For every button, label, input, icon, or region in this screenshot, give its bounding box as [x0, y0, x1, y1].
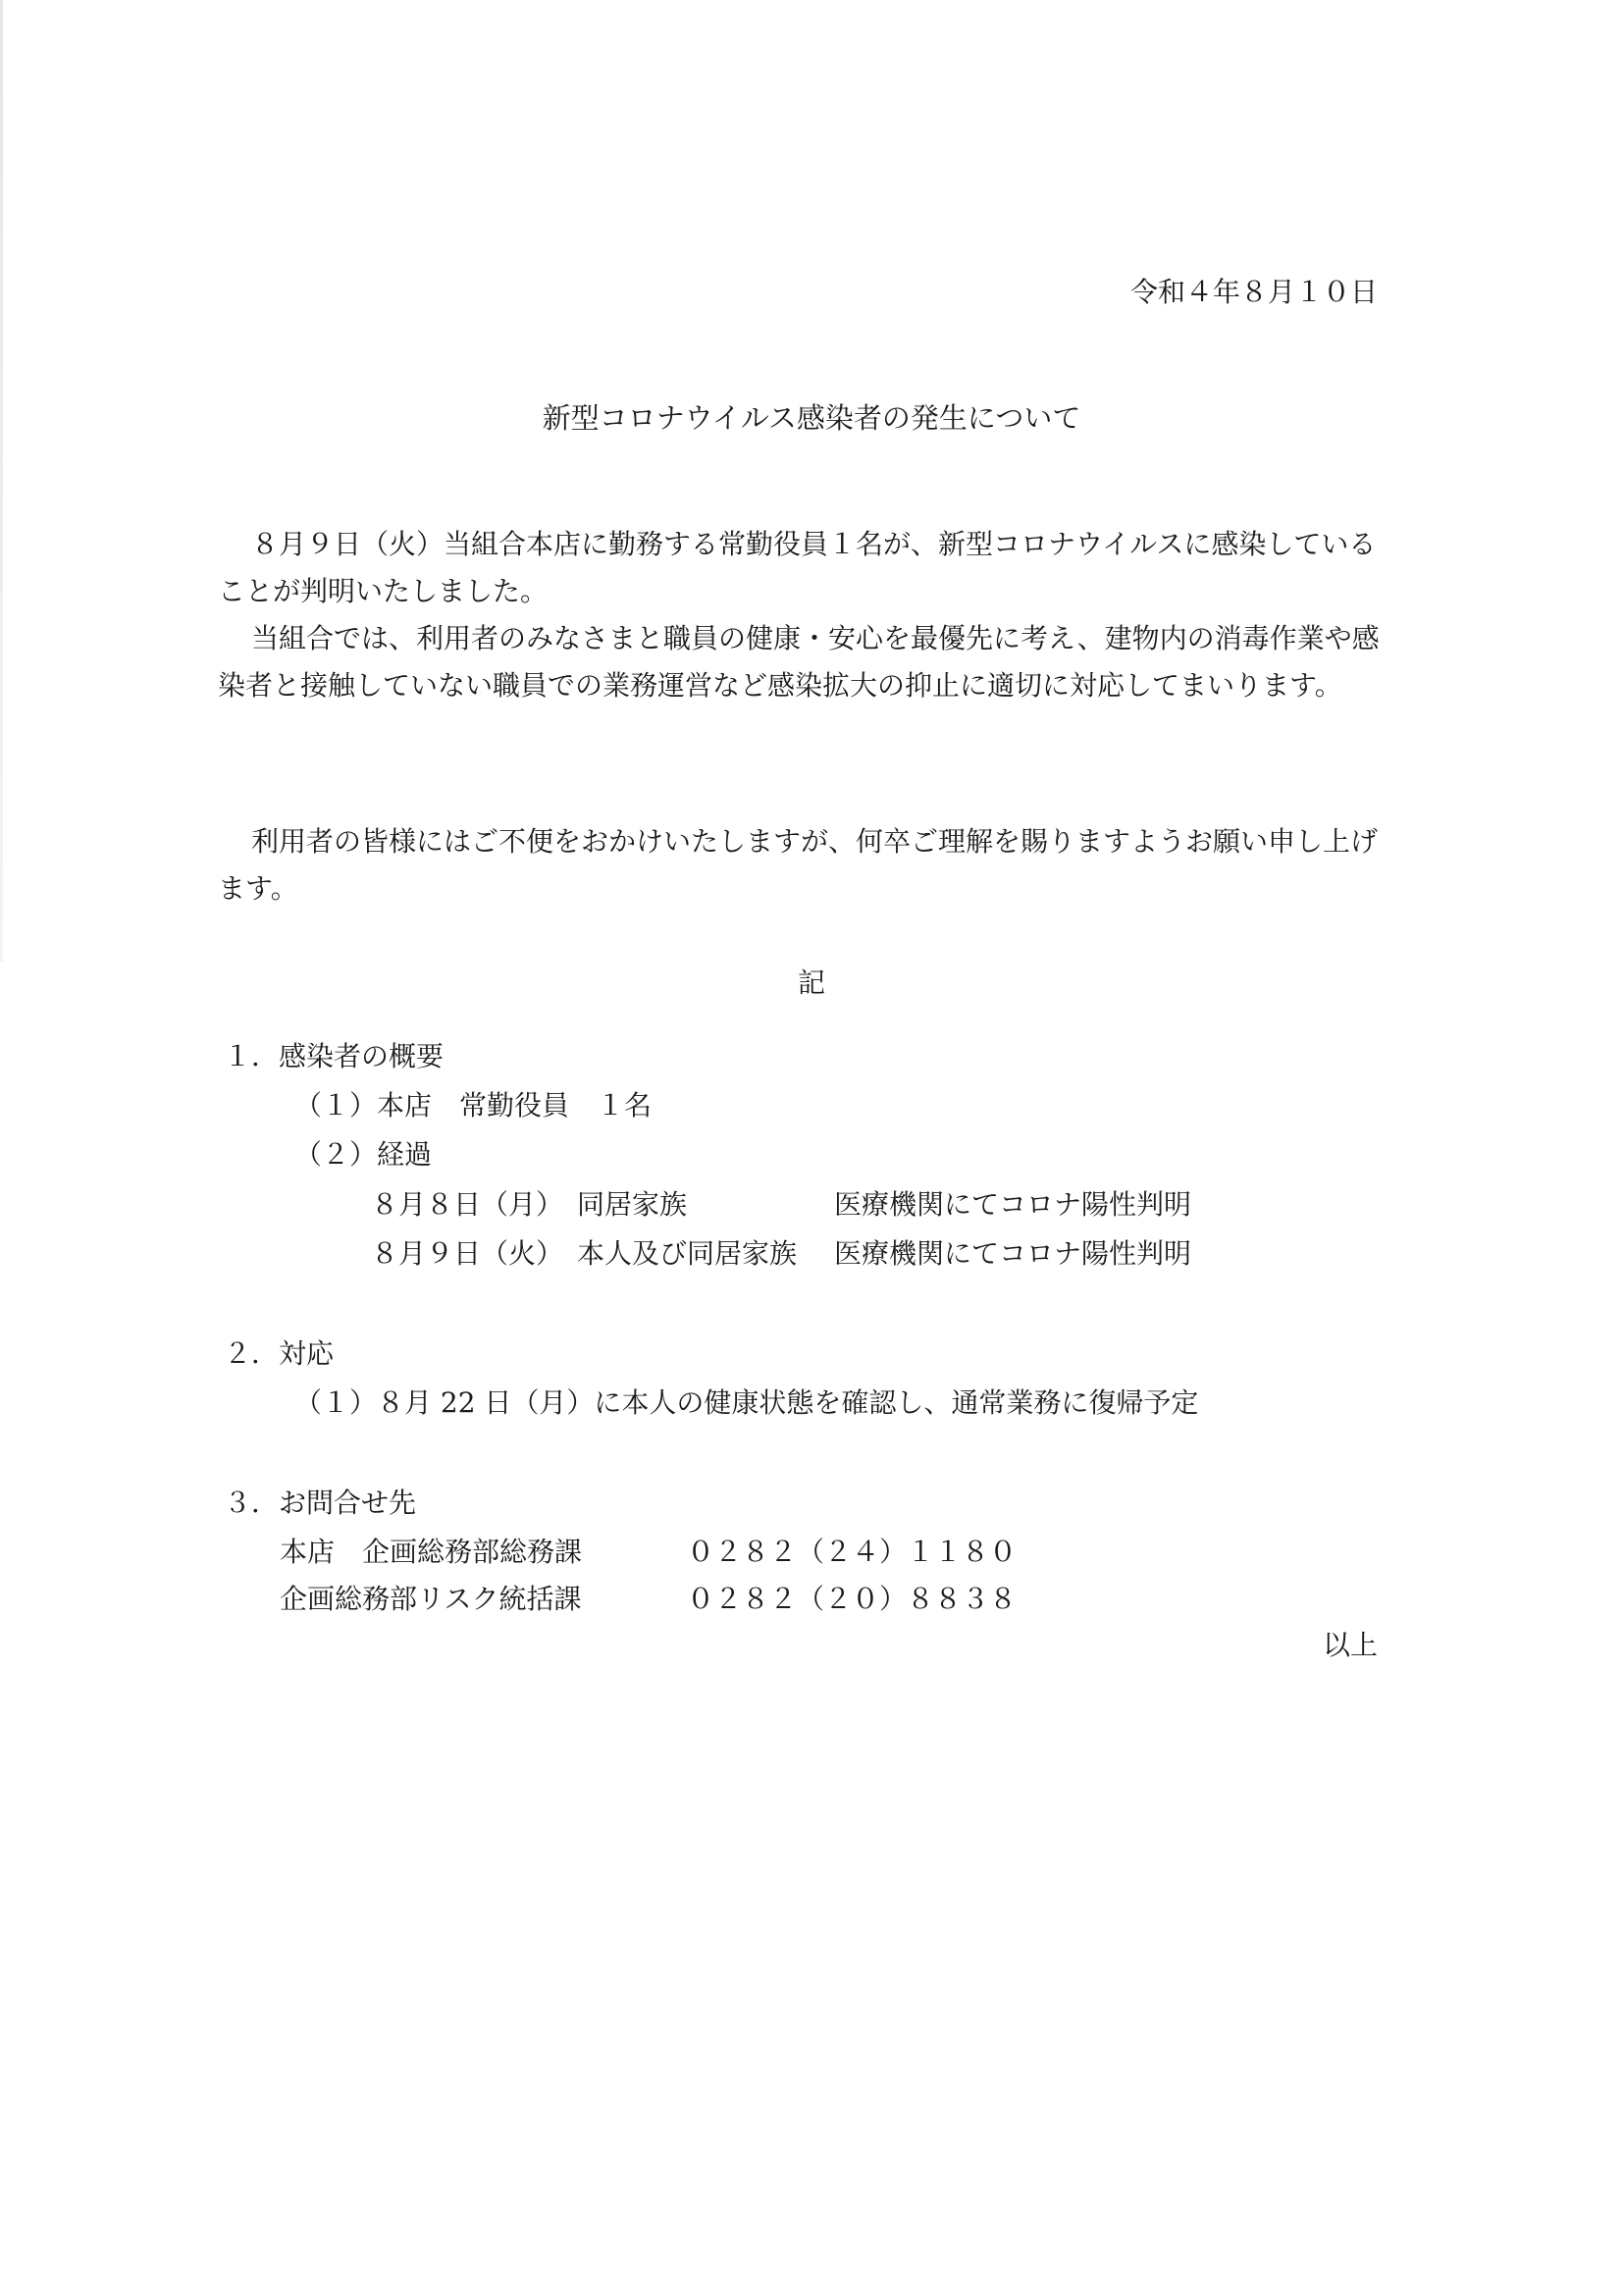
section-3-heading: ３．お問合せ先: [224, 1487, 417, 1519]
body-paragraph-2: 当組合では、利用者のみなさまと職員の健康・安心を最優先に考え、建物内の消毒作業や感染者と接触していない職員での業務運営など感染拡大の抑止に適切に対応してまいります。: [218, 622, 1380, 702]
section-2-item-1: （１）８月 22 日（月）に本人の健康状態を確認し、通常業務に復帰予定: [294, 1386, 1199, 1419]
timeline-row-2-date: ８月９日（火）: [371, 1237, 564, 1270]
body-paragraph-1: ８月９日（火）当組合本店に勤務する常勤役員１名が、新型コロナウイルスに感染していることが判明いたしました。: [218, 528, 1377, 607]
timeline-row-2-who: 本人及び同居家族: [577, 1237, 798, 1270]
contact-2-phone: ０２８２（２０）８８３８: [687, 1583, 1018, 1615]
closing-mark: 以上: [1322, 1629, 1378, 1661]
document-title: 新型コロナウイルス感染者の発生について: [542, 401, 1081, 435]
timeline-row-1-result: 医療機関にてコロナ陽性判明: [834, 1188, 1192, 1221]
contact-2-dept: 企画総務部リスク統括課: [280, 1583, 582, 1615]
ki-heading: 記: [797, 966, 825, 999]
contact-1-dept: 本店 企画総務部総務課: [280, 1536, 583, 1568]
section-2-heading: ２．対応: [224, 1337, 335, 1370]
body-paragraph-3: 利用者の皆様にはご不便をおかけいたしますが、何卒ご理解を賜りますようお願い申し上げます。: [218, 825, 1379, 905]
section-1-item-1: （１）本店 常勤役員 １名: [294, 1089, 653, 1122]
section-1-item-2: （２）経過: [294, 1138, 433, 1171]
contact-1-phone: ０２８２（２４）１１８０: [687, 1536, 1018, 1568]
timeline-row-2-result: 医療機関にてコロナ陽性判明: [834, 1237, 1192, 1270]
document-date: 令和４年８月１０日: [1129, 276, 1378, 308]
timeline-row-1-who: 同居家族: [577, 1188, 688, 1221]
scan-edge-shadow: [0, 0, 3, 962]
section-1-heading: １．感染者の概要: [224, 1040, 445, 1072]
timeline-row-1-date: ８月８日（月）: [371, 1188, 564, 1221]
